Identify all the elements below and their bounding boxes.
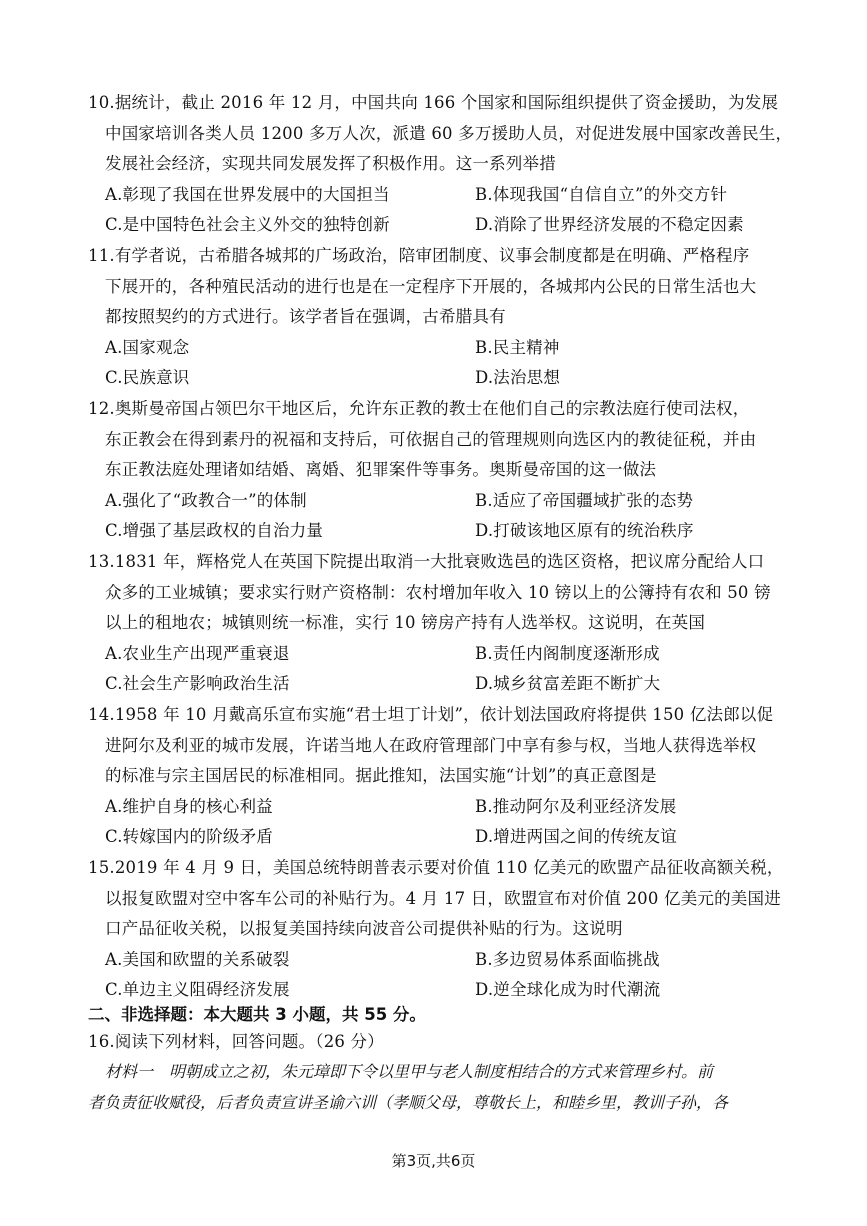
- question-stem-line: 下展开的，各种殖民活动的进行也是在一定程序下开展的，各城邦内公民的日常生活也大: [105, 276, 757, 296]
- option-a: A.美国和欧盟的关系破裂: [105, 949, 290, 969]
- option-b: B.民主精神: [475, 337, 560, 357]
- option-c: C.是中国特色社会主义外交的独特创新: [105, 215, 390, 235]
- question-12: [88, 394, 818, 547]
- question-stem-line: 都按照契约的方式进行。该学者旨在强调，古希腊具有: [105, 307, 506, 327]
- section-title: 二、非选择题：本大题共 3 小题，共 55 分。: [88, 1005, 426, 1024]
- option-d: D.增进两国之间的传统友谊: [475, 827, 677, 847]
- options: [88, 945, 818, 1006]
- question-stem-line: 11.有学者说，古希腊各城邦的广场政治，陪审团制度、议事会制度都是在明确、严格程序: [88, 246, 750, 265]
- question-13: [88, 547, 818, 700]
- option-a: A.彰现了我国在世界发展中的大国担当: [105, 184, 390, 204]
- question-stem-line: 以上的租地农；城镇则统一标准，实行 10 镑房产持有人选举权。这说明，在英国: [105, 613, 706, 633]
- question-stem-line: 的标准与宗主国居民的标准相同。据此推知，法国实施“计划”的真正意图是: [105, 766, 657, 786]
- option-c: C.民族意识: [105, 368, 190, 388]
- option-c: C.增强了基层政权的自治力量: [105, 521, 324, 541]
- question-stem-line: 12.奥斯曼帝国占领巴尔干地区后，允许东正教的教士在他们自己的宗教法庭行使司法权，: [88, 399, 750, 418]
- options: [88, 639, 818, 700]
- question-10: [88, 88, 818, 241]
- question-stem-line: 口产品征收关税，以报复美国持续向波音公司提供补贴的行为。这说明: [105, 919, 623, 939]
- option-a: A.国家观念: [105, 337, 190, 357]
- option-d: D.逆全球化成为时代潮流: [475, 980, 661, 1000]
- question-stem-line: 以报复欧盟对空中客车公司的补贴行为。4 月 17 日，欧盟宣布对价值 200 亿美元的美国进: [105, 888, 781, 908]
- option-a: A.农业生产出现严重衰退: [105, 643, 290, 663]
- options: [88, 486, 818, 547]
- question-stem-line: 10.据统计，截止 2016 年 12 月，中国共向 166 个国家和国际组织提供了资金援助，为发展: [88, 93, 779, 112]
- option-c: C.转嫁国内的阶级矛盾: [105, 827, 273, 847]
- material-line: 材料一 明朝成立之初，朱元璋即下令以里甲与老人制度相结合的方式来管理乡村。前: [105, 1062, 714, 1081]
- material-line: 者负责征收赋役，后者负责宣讲圣谕六训（孝顺父母，尊敬长上，和睦乡里，教训子孙，各: [88, 1092, 729, 1112]
- option-d: D.法治思想: [475, 368, 561, 388]
- question-stem-line: 发展社会经济，实现共同发展发挥了积极作用。这一系列举措: [105, 154, 556, 174]
- page-number: 第3页,共6页: [391, 1152, 476, 1170]
- question-16: [88, 1027, 818, 1058]
- question-stem-line: 16.阅读下列材料，回答问题。（26 分）: [88, 1032, 384, 1051]
- option-c: C.社会生产影响政治生活: [105, 674, 290, 694]
- option-b: B.推动阿尔及利亚经济发展: [475, 796, 677, 816]
- question-stem-line: 13.1831 年，辉格党人在英国下院提出取消一大批衰败选邑的选区资格，把议席分配给人口: [88, 552, 765, 571]
- options: [88, 333, 818, 394]
- option-c: C.单边主义阻碍经济发展: [105, 980, 290, 1000]
- question-14: [88, 700, 818, 853]
- option-a: A.强化了“政教合一”的体制: [105, 490, 307, 510]
- question-stem-line: 中国家培训各类人员 1200 多万人次，派遣 60 多万援助人员，对促进发展中国家改善民生，: [105, 123, 793, 143]
- question-15: [88, 853, 818, 1006]
- options: [88, 792, 818, 853]
- options: [88, 180, 818, 241]
- question-stem-line: 14.1958 年 10 月戴高乐宣布实施“君士坦丁计划”，依计划法国政府将提供 150 亿法郎以促: [88, 705, 774, 724]
- option-b: B.多边贸易体系面临挑战: [475, 949, 660, 969]
- option-b: B.体现我国“自信自立”的外交方针: [475, 184, 728, 204]
- option-a: A.维护自身的核心利益: [105, 796, 273, 816]
- option-b: B.责任内阁制度逐渐形成: [475, 643, 660, 663]
- question-stem-line: 东正教法庭处理诸如结婚、离婚、犯罪案件等事务。奥斯曼帝国的这一做法: [105, 460, 657, 480]
- question-11: [88, 241, 818, 394]
- question-stem-line: 东正教会在得到素丹的祝福和支持后，可依据自己的管理规则向选区内的教徒征税，并由: [105, 429, 757, 449]
- option-d: D.城乡贫富差距不断扩大: [475, 674, 661, 694]
- option-d: D.消除了世界经济发展的不稳定因素: [475, 215, 744, 235]
- option-d: D.打破该地区原有的统治秩序: [475, 521, 694, 541]
- question-stem-line: 进阿尔及利亚的城市发展，许诺当地人在政府管理部门中享有参与权，当地人获得选举权: [105, 735, 757, 755]
- material-one: [88, 1057, 818, 1118]
- question-stem-line: 15.2019 年 4 月 9 日，美国总统特朗普表示要对价值 110 亿美元的欧盟产品征收高额关税，: [88, 858, 784, 877]
- question-stem-line: 众多的工业城镇；要求实行财产资格制：农村增加年收入 10 镑以上的公簿持有农和 50 镑: [105, 582, 771, 602]
- option-b: B.适应了帝国疆域扩张的态势: [475, 490, 694, 510]
